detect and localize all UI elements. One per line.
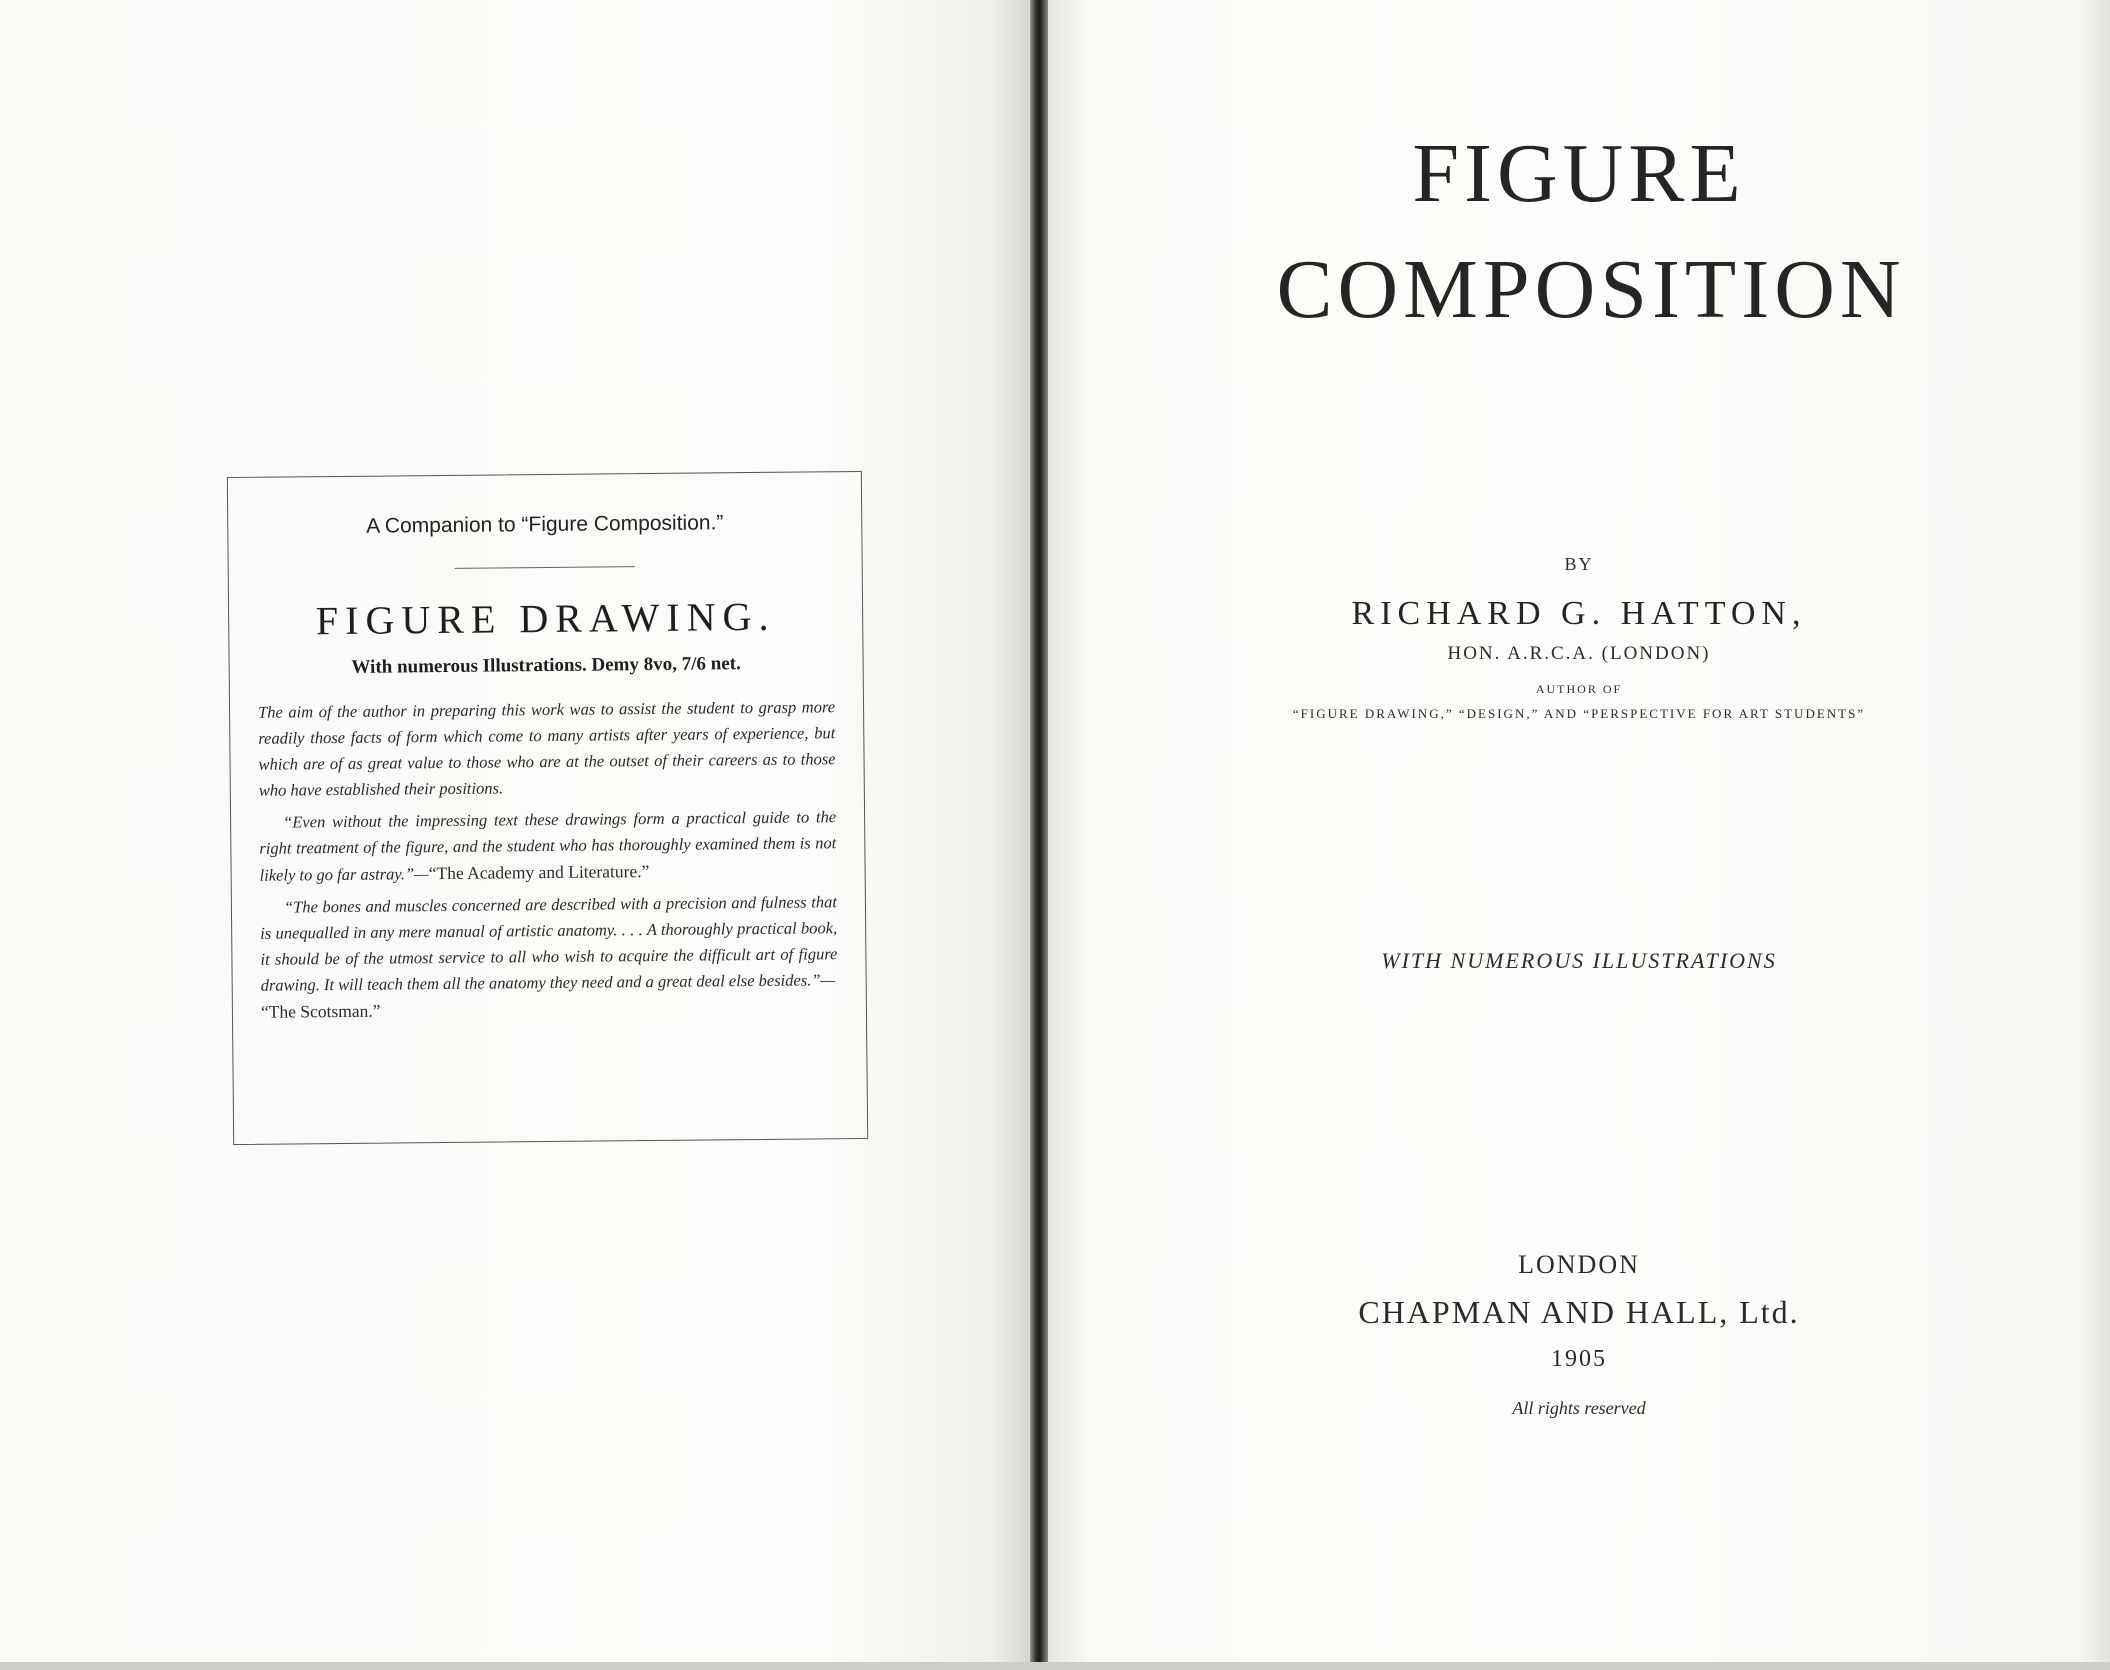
rights-notice: All rights reserved	[1512, 1398, 1646, 1418]
ad-companion-line: A Companion to “Figure Composition.”	[366, 511, 724, 538]
author-credentials: HON. A.R.C.A. (LONDON)	[1447, 643, 1711, 664]
ad-quote-source: “The Academy and Literature.”	[428, 861, 650, 884]
ad-paragraph: The aim of the author in preparing this work was to assist the student to grasp more readily those facts of form which come to many artists after years of experience, but which are of as great value to those who are at the outset of their careers as to those who have established their positions.	[257, 697, 836, 800]
publisher-city: LONDON	[1518, 1250, 1640, 1279]
ad-quote-source: “The Scotsman.”	[260, 1000, 381, 1022]
ad-quote-text: “The bones and muscles concerned are described with a precision and fulness that is unequalled in any mere manual of artistic anatomy. . . . A thoroughly practical book, it should be of the utmost service to all who wish to acquire the difficult art of figure drawing. It will teach them all the anatomy they need and a great deal else besides.”—	[260, 892, 838, 995]
publication-year: 1905	[1551, 1346, 1607, 1372]
author-of-label: AUTHOR OF	[1535, 682, 1623, 696]
ad-quote-scotsman	[260, 889, 838, 1026]
ad-quote-academy	[259, 804, 837, 889]
ad-title: FIGURE DRAWING.	[315, 593, 776, 644]
other-works: “FIGURE DRAWING,” “DESIGN,” AND “PERSPECTIVE FOR ART STUDENTS”	[1292, 706, 1866, 721]
title-line-1: FIGURE	[1412, 127, 1746, 220]
illustrations-note: WITH NUMEROUS ILLUSTRATIONS	[1381, 948, 1777, 973]
publisher-name: CHAPMAN AND HALL, Ltd.	[1358, 1294, 1800, 1330]
author-name: RICHARD G. HATTON,	[1351, 595, 1807, 632]
scan-bottom-edge	[0, 1662, 2110, 1670]
by-line: BY	[1564, 554, 1594, 574]
ad-subtitle: With numerous Illustrations. Demy 8vo, 7/6 net.	[351, 653, 741, 678]
advertisement-box	[227, 471, 868, 1145]
ad-body	[258, 694, 838, 1032]
ad-divider	[455, 566, 635, 569]
book-gutter	[1030, 0, 1048, 1670]
ad-quote-text: “Even without the impressing text these drawings form a practical guide to the right treatment of the figure, and the student who has thoroughly examined them is not likely to go far astray.”—	[259, 807, 837, 885]
title-line-2: COMPOSITION	[1276, 243, 1906, 336]
